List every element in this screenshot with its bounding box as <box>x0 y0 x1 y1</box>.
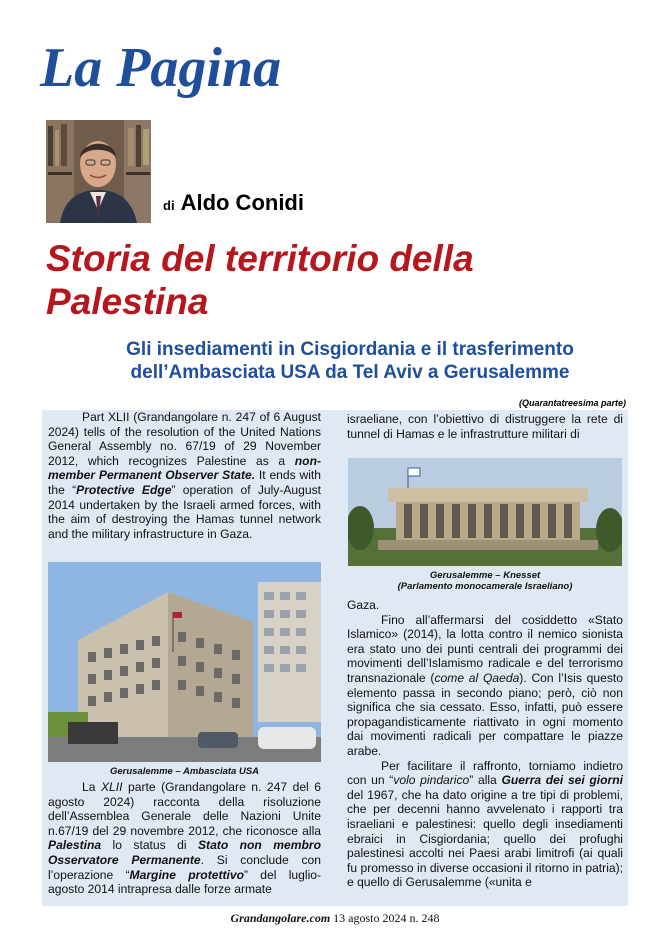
byline-prefix: di <box>163 198 175 213</box>
article-headline: Storia del territorio della Palestina <box>46 238 474 322</box>
article-body <box>42 410 628 906</box>
knesset-photo <box>348 458 622 566</box>
byline <box>163 190 304 216</box>
article-subtitle: Gli insediamenti in Cisgiordania e il trasferimento dell’Ambasciata USA da Tel Aviv a Gerusalemme <box>126 339 574 383</box>
right-column-top: israeliane, con l’obiettivo di distruggere la rete di tunnel di Hamas e le infrastrutture militari di <box>347 412 623 441</box>
part-note: (Quarantatreesima parte) <box>518 398 626 408</box>
author-name: Aldo Conidi <box>180 190 304 215</box>
italian-left-text: La XLII parte (Grandangolare n. 247 del 6 agosto 2024) racconta della risoluzione dell’Assemblea Generale delle Nazioni Unite n.67/19 del 29 novembre 2012, che riconosce alla Palestina lo status di Stato non membro Osservatore Permanente. Si conclude con l’operazione “Margine protettivo” del luglio-agosto 2014 intrapresa dalle forze armate <box>48 780 322 897</box>
author-portrait <box>46 120 151 223</box>
embassy-caption: Gerusalemme – Ambasciata USA <box>109 766 260 777</box>
embassy-photo <box>48 562 321 762</box>
masthead-title: La Pagina <box>40 37 282 99</box>
page-footer: Grandangolare.com 13 agosto 2024 n. 248 <box>230 911 440 925</box>
left-column <box>48 410 321 541</box>
english-summary: Part XLII (Grandangolare n. 247 of 6 August 2024) tells of the resolution of the United Nations General Assembly no. 67/19 of 29 November 2012, which recognizes Palestine as a non-member Permanent Observer State. It ends with the “Protective Edge” operation of July-August 2014 undertaken by the Israeli armed forces, with the aim of destroying the Hamas tunnel network and the military infrastructure in Gaza. <box>48 410 322 541</box>
right-column-bottom: Gaza. Fino all’affermarsi del cosiddetto «Stato Islamico» (2014), la lotta contro il nemico sionista era stato uno dei punti centrali dei programmi dei movimenti dell’Islamismo radicale e del terrorismo transnazionale (come al Qaeda). Con l’Isis questo elemento passa in secondo piano; però, ciò non significa che sia cessato. Esso, infatti, può essere propagandisticamente riattivato in ogni momento dai movimenti radicali per compattare le piazze arabe. Per facilitare il raffronto, torniamo indietro con un “volo pindarico” alla Guerra dei sei giorni del 1967, che ha dato origine a tre tipi di problemi, che per decenni hanno avvelenato i rapporti tra israeliani e palestinesi: quello degli insediamenti ebraici in Cisgiordania; quello dei profughi palestinesi accolti nei Paesi arabi limitrofi (ai quali fu promesso in diverse occasioni il ritorno in patria); e quello di Gerusalemme («unita e <box>347 598 624 890</box>
knesset-caption: Gerusalemme – Knesset (Parlamento monocamerale Israeliano) <box>397 570 573 592</box>
